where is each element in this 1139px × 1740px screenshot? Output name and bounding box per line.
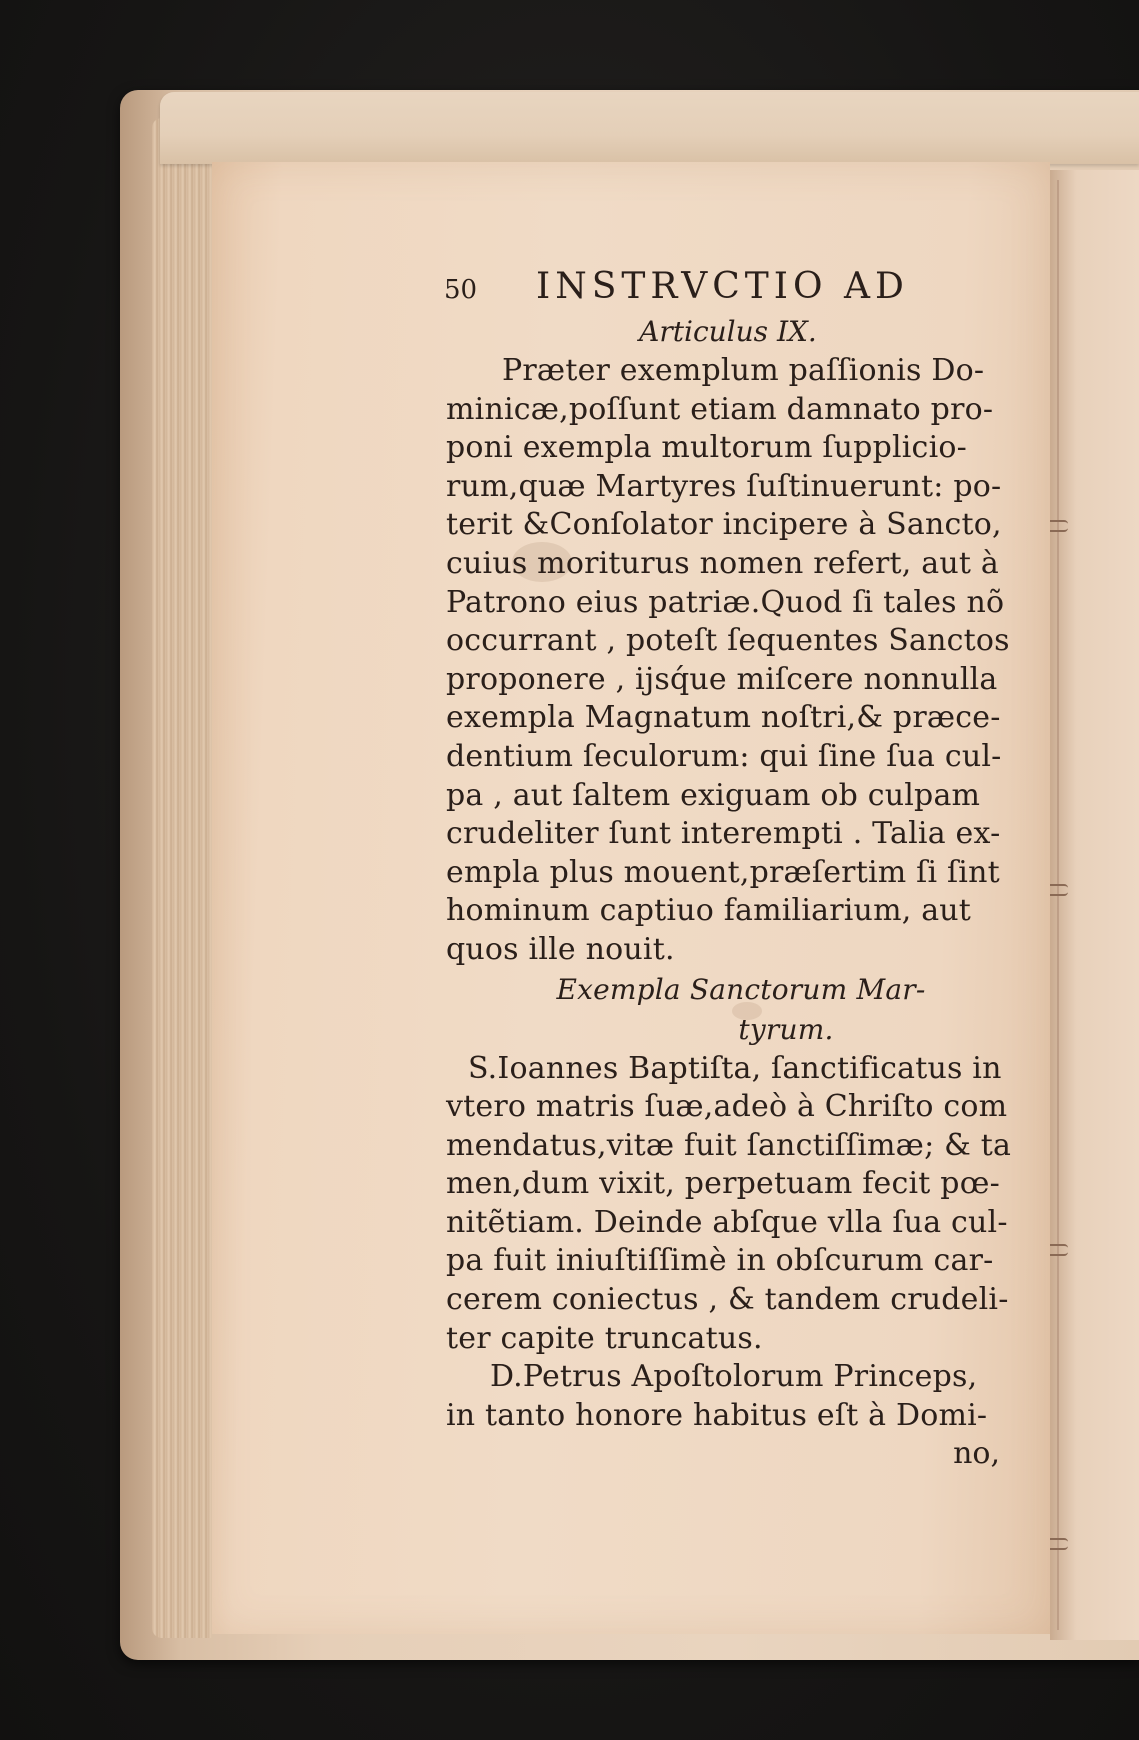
text-line: proponere , ijsq́ue miſcere nonnulla: [446, 661, 998, 697]
section-title: [446, 970, 1006, 1050]
top-page-flap: [160, 92, 1139, 164]
text-line: poni exempla multorum ſupplicio-: [446, 430, 967, 466]
text-line: empla plus mouent,præſertim ſi ſint: [446, 854, 1000, 890]
paragraph-2: [446, 1050, 1012, 1359]
text-line: pa , aut ſaltem exiguam ob culpam: [446, 777, 981, 813]
text-line: cerem coniectus , & tandem crudeli-: [446, 1282, 1009, 1318]
page-text: [444, 266, 1012, 1474]
running-title: INSTRVCTIO AD: [536, 266, 909, 307]
text-line: terit &Conſolator incipere à Sancto,: [446, 507, 1002, 543]
text-line: hominum captiuo familiarium, aut: [446, 893, 972, 929]
text-line: occurrant , poteſt ſequentes Sanctos: [446, 623, 1010, 659]
text-line: pa fuit iniuſtiſſimè in obſcurum car-: [446, 1243, 994, 1279]
page-header: [444, 268, 1006, 312]
text-line: in tanto honore habitus eſt à Domi-: [446, 1397, 988, 1433]
text-line: mendatus,vitæ fuit ſanctiſſimæ; & ta: [446, 1127, 1012, 1163]
section-title-line: tyrum.: [738, 1012, 834, 1046]
page-edges: [152, 118, 212, 1638]
text-line: cuius moriturus nomen refert, aut à: [446, 545, 999, 581]
text-line: Præter exemplum paſſionis Do-: [502, 353, 985, 388]
text-line: vtero matris ſuæ,adeò à Chriſto com: [446, 1089, 1008, 1125]
text-line: crudeliter ſunt interempti . Talia ex-: [446, 816, 1001, 852]
catchword: no,: [953, 1436, 1000, 1472]
text-line: ter capite truncatus.: [446, 1320, 763, 1356]
text-line: quos ille nouit.: [446, 931, 675, 967]
binding-gutter: [1057, 180, 1059, 1630]
text-line: dentium ſeculorum: qui ſine ſua cul-: [446, 738, 1002, 774]
text-line: Patrono eius patriæ.Quod ſi tales nõ: [446, 584, 1005, 620]
text-line: men,dum vixit, perpetuam fecit pœ-: [446, 1166, 1000, 1202]
facing-page-edge: [1050, 170, 1139, 1640]
text-line: nitẽtiam. Deinde abſque vlla ſua cul-: [446, 1204, 1008, 1240]
text-line: exempla Magnatum noſtri,& præce-: [446, 700, 1001, 736]
text-line: minicæ,poſſunt etiam damnato pro-: [446, 391, 994, 427]
text-line: D.Petrus Apoſtolorum Princeps,: [490, 1359, 978, 1395]
article-heading: Articulus IX.: [639, 315, 817, 348]
text-line: rum,quæ Martyres ſuſtinuerunt: po-: [446, 468, 1002, 504]
section-title-line: Exempla Sanctorum Mar-: [556, 972, 926, 1006]
paragraph-3: [446, 1358, 1006, 1435]
paragraph-1: [446, 352, 1010, 970]
page-number: 50: [444, 275, 478, 305]
text-line: S.Ioannes Baptiſta, ſanctificatus in: [468, 1050, 1002, 1086]
